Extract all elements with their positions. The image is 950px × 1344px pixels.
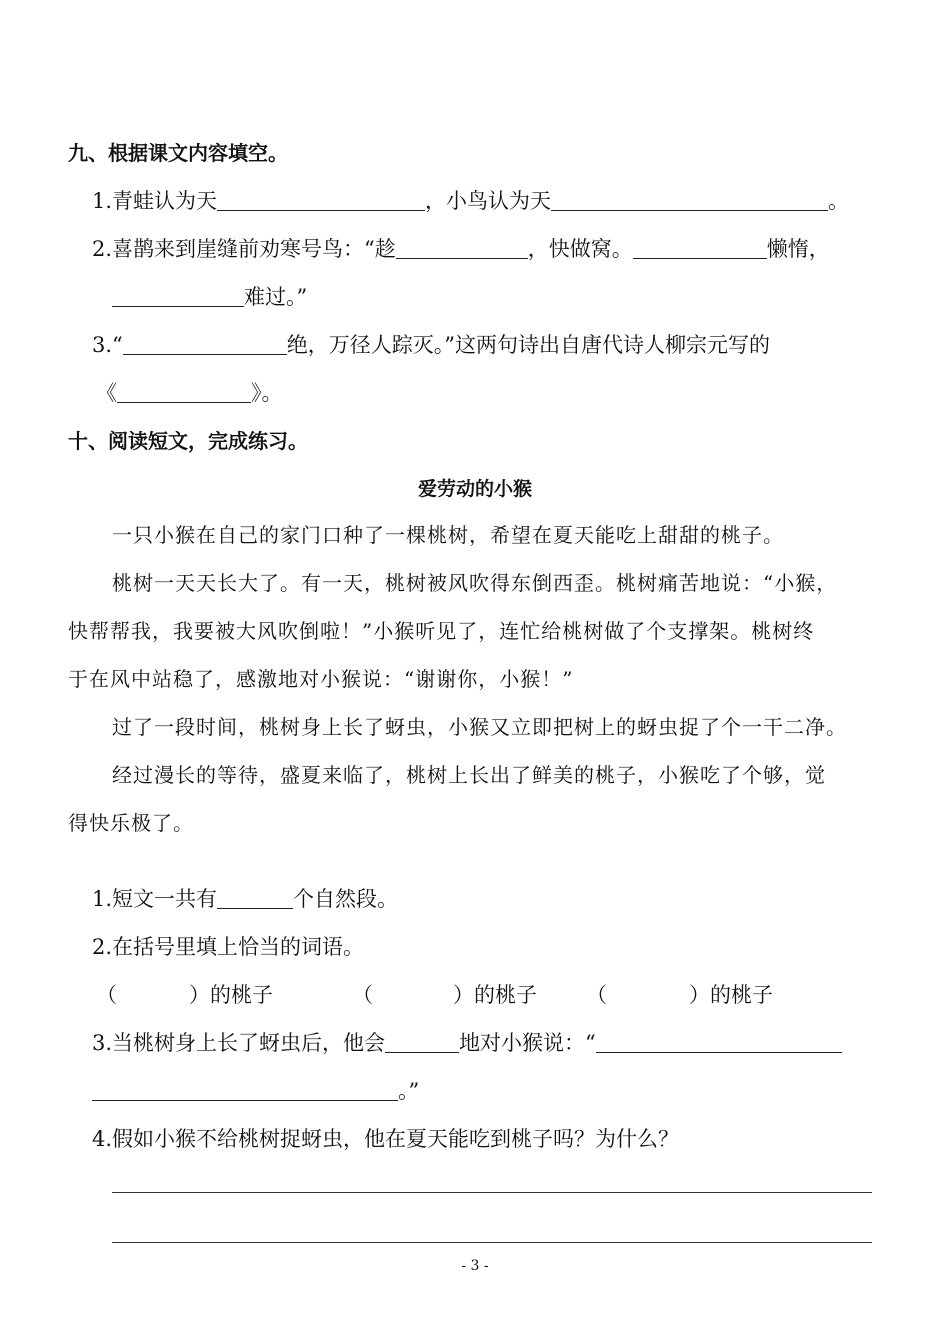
s9-question-3 [92,330,770,360]
story-line: 桃树一天天长大了。有一天，桃树被风吹得东倒西歪。桃树痛苦地说：“小猴， [112,571,838,595]
answer-line[interactable] [112,1242,872,1243]
s9-question-2 [92,234,830,264]
fill-blank[interactable] [112,284,244,307]
answer-line[interactable] [112,1192,872,1193]
paren-close: ） [189,983,210,1007]
question-text: 喜鹊来到崖缝前劝寒号鸟：“趁 [112,237,396,261]
section10-heading: 十、阅读短文，完成练习。 [68,429,308,453]
story-line: 于在风中站稳了，感激地对小猴说：“谢谢你，小猴！” [68,667,574,691]
question-text: 。” [398,1079,420,1103]
question-text: 难过。” [244,285,308,309]
fill-blank[interactable] [123,332,287,355]
question-text: 。 [828,189,850,213]
fill-blank[interactable] [596,1030,842,1053]
fill-blank[interactable] [396,236,528,259]
paren-open: （ [586,983,607,1007]
fill-blank[interactable] [217,188,425,211]
story-line: 得快乐极了。 [68,811,194,835]
story-line: 快帮帮我，我要被大风吹倒啦！”小猴听见了，连忙给桃树做了个支撑架。桃树终 [68,619,815,643]
story-line: 一只小猴在自己的家门口种了一棵桃树，希望在夏天能吃上甜甜的桃子。 [112,523,784,547]
s10-question-2-parens [352,980,537,1010]
question-text: “ [112,333,123,357]
question-text: 假如小猴不给桃树捉蚜虫，他在夏天能吃到桃子吗？为什么？ [112,1127,680,1151]
book-title-close: 》。 [251,381,283,405]
story-title: 爱劳动的小猴 [417,478,532,500]
question-text: 青蛙认为天 [112,189,218,213]
paren-close: ） [689,983,710,1007]
paren-suffix: 的桃子 [710,983,773,1007]
s9-question-1 [92,186,849,216]
question-number: 1. [92,189,113,213]
s10-question-4 [92,1124,679,1154]
paren-open: （ [352,983,373,1007]
paren-suffix: 的桃子 [210,983,273,1007]
fill-paren[interactable] [373,980,453,1002]
s10-question-1 [92,884,398,914]
paren-open: （ [96,983,117,1007]
s10-question-2 [92,932,364,962]
question-number: 3. [92,333,113,357]
fill-blank[interactable] [551,188,828,211]
s10-question-3-cont [92,1076,419,1106]
fill-blank[interactable] [633,236,767,259]
fill-blank[interactable] [385,1030,459,1053]
question-number: 1. [92,887,113,911]
book-title-open: 《 [96,381,117,405]
question-text: 在括号里填上恰当的词语。 [112,935,365,959]
story-line: 经过漫长的等待，盛夏来临了，桃树上长出了鲜美的桃子，小猴吃了个够，觉 [112,763,826,787]
story-line: 过了一段时间，桃树身上长了蚜虫，小猴又立即把树上的蚜虫捉了个一干二净。 [112,715,847,739]
question-text: 绝，万径人踪灭。”这两句诗出自唐代诗人柳宗元写的 [286,333,771,357]
question-text: 个自然段。 [293,887,399,911]
question-number: 2. [92,935,113,959]
page-number: - 3 - [461,1258,489,1274]
s10-question-2-parens [96,980,273,1010]
question-text: ，快做窝。 [527,237,633,261]
question-number: 4. [92,1127,113,1151]
s9-question-3-cont [96,378,283,408]
fill-blank[interactable] [92,1078,398,1101]
question-number: 3. [92,1031,113,1055]
fill-paren[interactable] [607,980,689,1002]
question-text: 地对小猴说：“ [459,1031,596,1055]
fill-paren[interactable] [117,980,189,1002]
question-text: 当桃树身上长了蚜虫后，他会 [112,1031,386,1055]
question-number: 2. [92,237,113,261]
fill-blank[interactable] [117,380,251,403]
section9-heading: 九、根据课文内容填空。 [68,141,288,165]
question-text: 懒惰， [766,237,830,261]
s10-question-3 [92,1028,842,1058]
question-text: ，小鸟认为天 [425,189,552,213]
question-text: 短文一共有 [112,887,218,911]
s10-question-2-parens [586,980,773,1010]
fill-blank[interactable] [217,886,293,909]
paren-suffix: 的桃子 [474,983,537,1007]
s9-question-2-cont [112,282,307,312]
paren-close: ） [453,983,474,1007]
